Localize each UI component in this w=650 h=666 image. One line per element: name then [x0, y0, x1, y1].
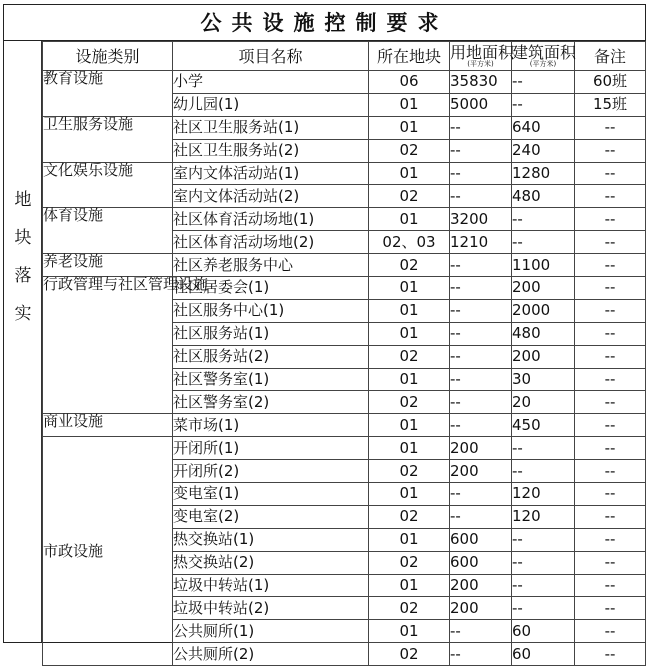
land-area-cell: -- [450, 277, 512, 300]
land-area-cell: -- [450, 643, 512, 666]
land-area-cell: -- [450, 139, 512, 162]
land-area-cell: 600 [450, 528, 512, 551]
item-name-cell: 社区服务中心(1) [173, 299, 369, 322]
side-label-column [4, 41, 42, 642]
block-cell: 01 [369, 574, 450, 597]
category-cell: 卫生服务设施 [43, 116, 173, 162]
header-land-area-label: 用地面积 [450, 42, 515, 62]
build-area-cell: 450 [512, 414, 575, 437]
build-area-cell: -- [512, 460, 575, 483]
item-name-cell: 变电室(2) [173, 505, 369, 528]
category-cell: 市政设施 [43, 437, 173, 666]
note-cell: -- [575, 460, 646, 483]
block-cell: 01 [369, 620, 450, 643]
build-area-cell: 120 [512, 505, 575, 528]
block-cell: 01 [369, 437, 450, 460]
note-cell: -- [575, 139, 646, 162]
block-cell: 02 [369, 345, 450, 368]
table-row [43, 254, 646, 277]
block-cell: 02 [369, 139, 450, 162]
block-cell: 01 [369, 208, 450, 231]
note-cell: -- [575, 345, 646, 368]
build-area-cell: 2000 [512, 299, 575, 322]
table-frame [3, 4, 646, 663]
build-area-cell: 480 [512, 322, 575, 345]
land-area-cell: 35830 [450, 71, 512, 94]
note-cell: -- [575, 597, 646, 620]
build-area-cell: 120 [512, 483, 575, 506]
category-cell: 行政管理与社区管理设施 [43, 277, 173, 414]
land-area-cell: -- [450, 345, 512, 368]
item-name-cell: 社区服务站(2) [173, 345, 369, 368]
table-row [43, 437, 646, 460]
build-area-cell: 30 [512, 368, 575, 391]
note-cell: -- [575, 620, 646, 643]
build-area-cell: -- [512, 93, 575, 116]
item-name-cell: 热交换站(2) [173, 551, 369, 574]
page-title: 公共设施控制要求 [4, 5, 645, 41]
note-cell: -- [575, 162, 646, 185]
item-name-cell: 社区养老服务中心 [173, 254, 369, 277]
block-cell: 01 [369, 368, 450, 391]
build-area-cell: -- [512, 528, 575, 551]
item-name-cell: 热交换站(1) [173, 528, 369, 551]
block-cell: 02 [369, 391, 450, 414]
note-cell: -- [575, 277, 646, 300]
item-name-cell: 变电室(1) [173, 483, 369, 506]
item-name-cell: 开闭所(1) [173, 437, 369, 460]
land-area-cell: 200 [450, 574, 512, 597]
table-row [43, 162, 646, 185]
note-cell: -- [575, 574, 646, 597]
header-name: 项目名称 [173, 42, 369, 71]
land-area-cell: 200 [450, 460, 512, 483]
block-cell: 02、03 [369, 231, 450, 254]
item-name-cell: 公共厕所(2) [173, 643, 369, 666]
build-area-cell: -- [512, 231, 575, 254]
header-note: 备注 [575, 42, 646, 71]
item-name-cell: 社区卫生服务站(2) [173, 139, 369, 162]
category-cell: 体育设施 [43, 208, 173, 254]
land-area-cell: 200 [450, 597, 512, 620]
build-area-cell: 1280 [512, 162, 575, 185]
item-name-cell: 公共厕所(1) [173, 620, 369, 643]
note-cell: -- [575, 368, 646, 391]
header-land-area [450, 42, 515, 71]
block-cell: 02 [369, 254, 450, 277]
header-block: 所在地块 [369, 42, 450, 71]
land-area-cell: -- [450, 414, 512, 437]
note-cell: -- [575, 299, 646, 322]
block-cell: 02 [369, 460, 450, 483]
item-name-cell: 垃圾中转站(2) [173, 597, 369, 620]
side-label-char: 地 [14, 190, 32, 210]
item-name-cell: 社区警务室(2) [173, 391, 369, 414]
build-area-cell: 480 [512, 185, 575, 208]
note-cell: -- [575, 551, 646, 574]
side-label-char: 落 [14, 266, 32, 286]
note-cell: -- [575, 208, 646, 231]
block-cell: 01 [369, 162, 450, 185]
block-cell: 01 [369, 483, 450, 506]
block-cell: 02 [369, 185, 450, 208]
note-cell: -- [575, 528, 646, 551]
item-name-cell: 幼儿园(1) [173, 93, 369, 116]
land-area-cell: -- [450, 254, 512, 277]
build-area-cell: -- [512, 71, 575, 94]
category-cell: 教育设施 [43, 71, 173, 117]
build-area-cell: 60 [512, 643, 575, 666]
table-row [43, 414, 646, 437]
block-cell: 02 [369, 643, 450, 666]
item-name-cell: 室内文体活动站(1) [173, 162, 369, 185]
category-cell: 商业设施 [43, 414, 173, 437]
item-name-cell: 社区服务站(1) [173, 322, 369, 345]
build-area-cell: 200 [512, 345, 575, 368]
category-cell: 文化娱乐设施 [43, 162, 173, 208]
land-area-cell: 3200 [450, 208, 512, 231]
table-row [43, 71, 646, 94]
note-cell: -- [575, 322, 646, 345]
land-area-cell: 200 [450, 437, 512, 460]
land-area-cell: -- [450, 483, 512, 506]
build-area-cell: -- [512, 597, 575, 620]
item-name-cell: 社区体育活动场地(2) [173, 231, 369, 254]
block-cell: 02 [369, 505, 450, 528]
land-area-cell: -- [450, 391, 512, 414]
land-area-cell: 600 [450, 551, 512, 574]
table-row [43, 208, 646, 231]
table-row [43, 116, 646, 139]
note-cell: -- [575, 643, 646, 666]
build-area-cell: 240 [512, 139, 575, 162]
land-area-cell: -- [450, 322, 512, 345]
block-cell: 01 [369, 322, 450, 345]
build-area-cell: -- [512, 208, 575, 231]
item-name-cell: 社区体育活动场地(1) [173, 208, 369, 231]
land-area-cell: -- [450, 162, 512, 185]
side-label-char: 实 [14, 304, 32, 324]
header-land-area-unit: (平方米) [467, 59, 494, 68]
note-cell: -- [575, 391, 646, 414]
block-cell: 01 [369, 414, 450, 437]
item-name-cell: 小学 [173, 71, 369, 94]
land-area-cell: -- [450, 368, 512, 391]
land-area-cell: -- [450, 185, 512, 208]
block-cell: 01 [369, 277, 450, 300]
note-cell: -- [575, 505, 646, 528]
block-cell: 01 [369, 93, 450, 116]
header-build-area-label: 建筑面积 [512, 42, 577, 62]
note-cell: 15班 [575, 93, 646, 116]
note-cell: -- [575, 185, 646, 208]
land-area-cell: 1210 [450, 231, 512, 254]
build-area-cell: 640 [512, 116, 575, 139]
land-area-cell: 5000 [450, 93, 512, 116]
build-area-cell: -- [512, 551, 575, 574]
build-area-cell: -- [512, 574, 575, 597]
land-area-cell: -- [450, 505, 512, 528]
build-area-cell: 200 [512, 277, 575, 300]
item-name-cell: 社区居委会(1) [173, 277, 369, 300]
header-category: 设施类别 [43, 42, 173, 71]
table-row [43, 277, 646, 300]
block-cell: 06 [369, 71, 450, 94]
header-row [43, 42, 646, 71]
block-cell: 02 [369, 597, 450, 620]
note-cell: 60班 [575, 71, 646, 94]
header-build-area [512, 42, 575, 71]
item-name-cell: 开闭所(2) [173, 460, 369, 483]
note-cell: -- [575, 116, 646, 139]
facility-table [42, 41, 646, 666]
block-cell: 02 [369, 551, 450, 574]
land-area-cell: -- [450, 299, 512, 322]
category-cell: 养老设施 [43, 254, 173, 277]
build-area-cell: -- [512, 437, 575, 460]
note-cell: -- [575, 483, 646, 506]
note-cell: -- [575, 231, 646, 254]
side-label [4, 181, 42, 333]
item-name-cell: 菜市场(1) [173, 414, 369, 437]
side-label-char: 块 [14, 228, 32, 248]
item-name-cell: 社区卫生服务站(1) [173, 116, 369, 139]
item-name-cell: 垃圾中转站(1) [173, 574, 369, 597]
item-name-cell: 社区警务室(1) [173, 368, 369, 391]
block-cell: 01 [369, 528, 450, 551]
header-build-area-unit: (平方米) [529, 59, 557, 68]
note-cell: -- [575, 414, 646, 437]
land-area-cell: -- [450, 116, 512, 139]
note-cell: -- [575, 437, 646, 460]
table-body [43, 71, 646, 666]
land-area-cell: -- [450, 620, 512, 643]
note-cell: -- [575, 254, 646, 277]
build-area-cell: 1100 [512, 254, 575, 277]
build-area-cell: 20 [512, 391, 575, 414]
block-cell: 01 [369, 116, 450, 139]
block-cell: 01 [369, 299, 450, 322]
item-name-cell: 室内文体活动站(2) [173, 185, 369, 208]
build-area-cell: 60 [512, 620, 575, 643]
